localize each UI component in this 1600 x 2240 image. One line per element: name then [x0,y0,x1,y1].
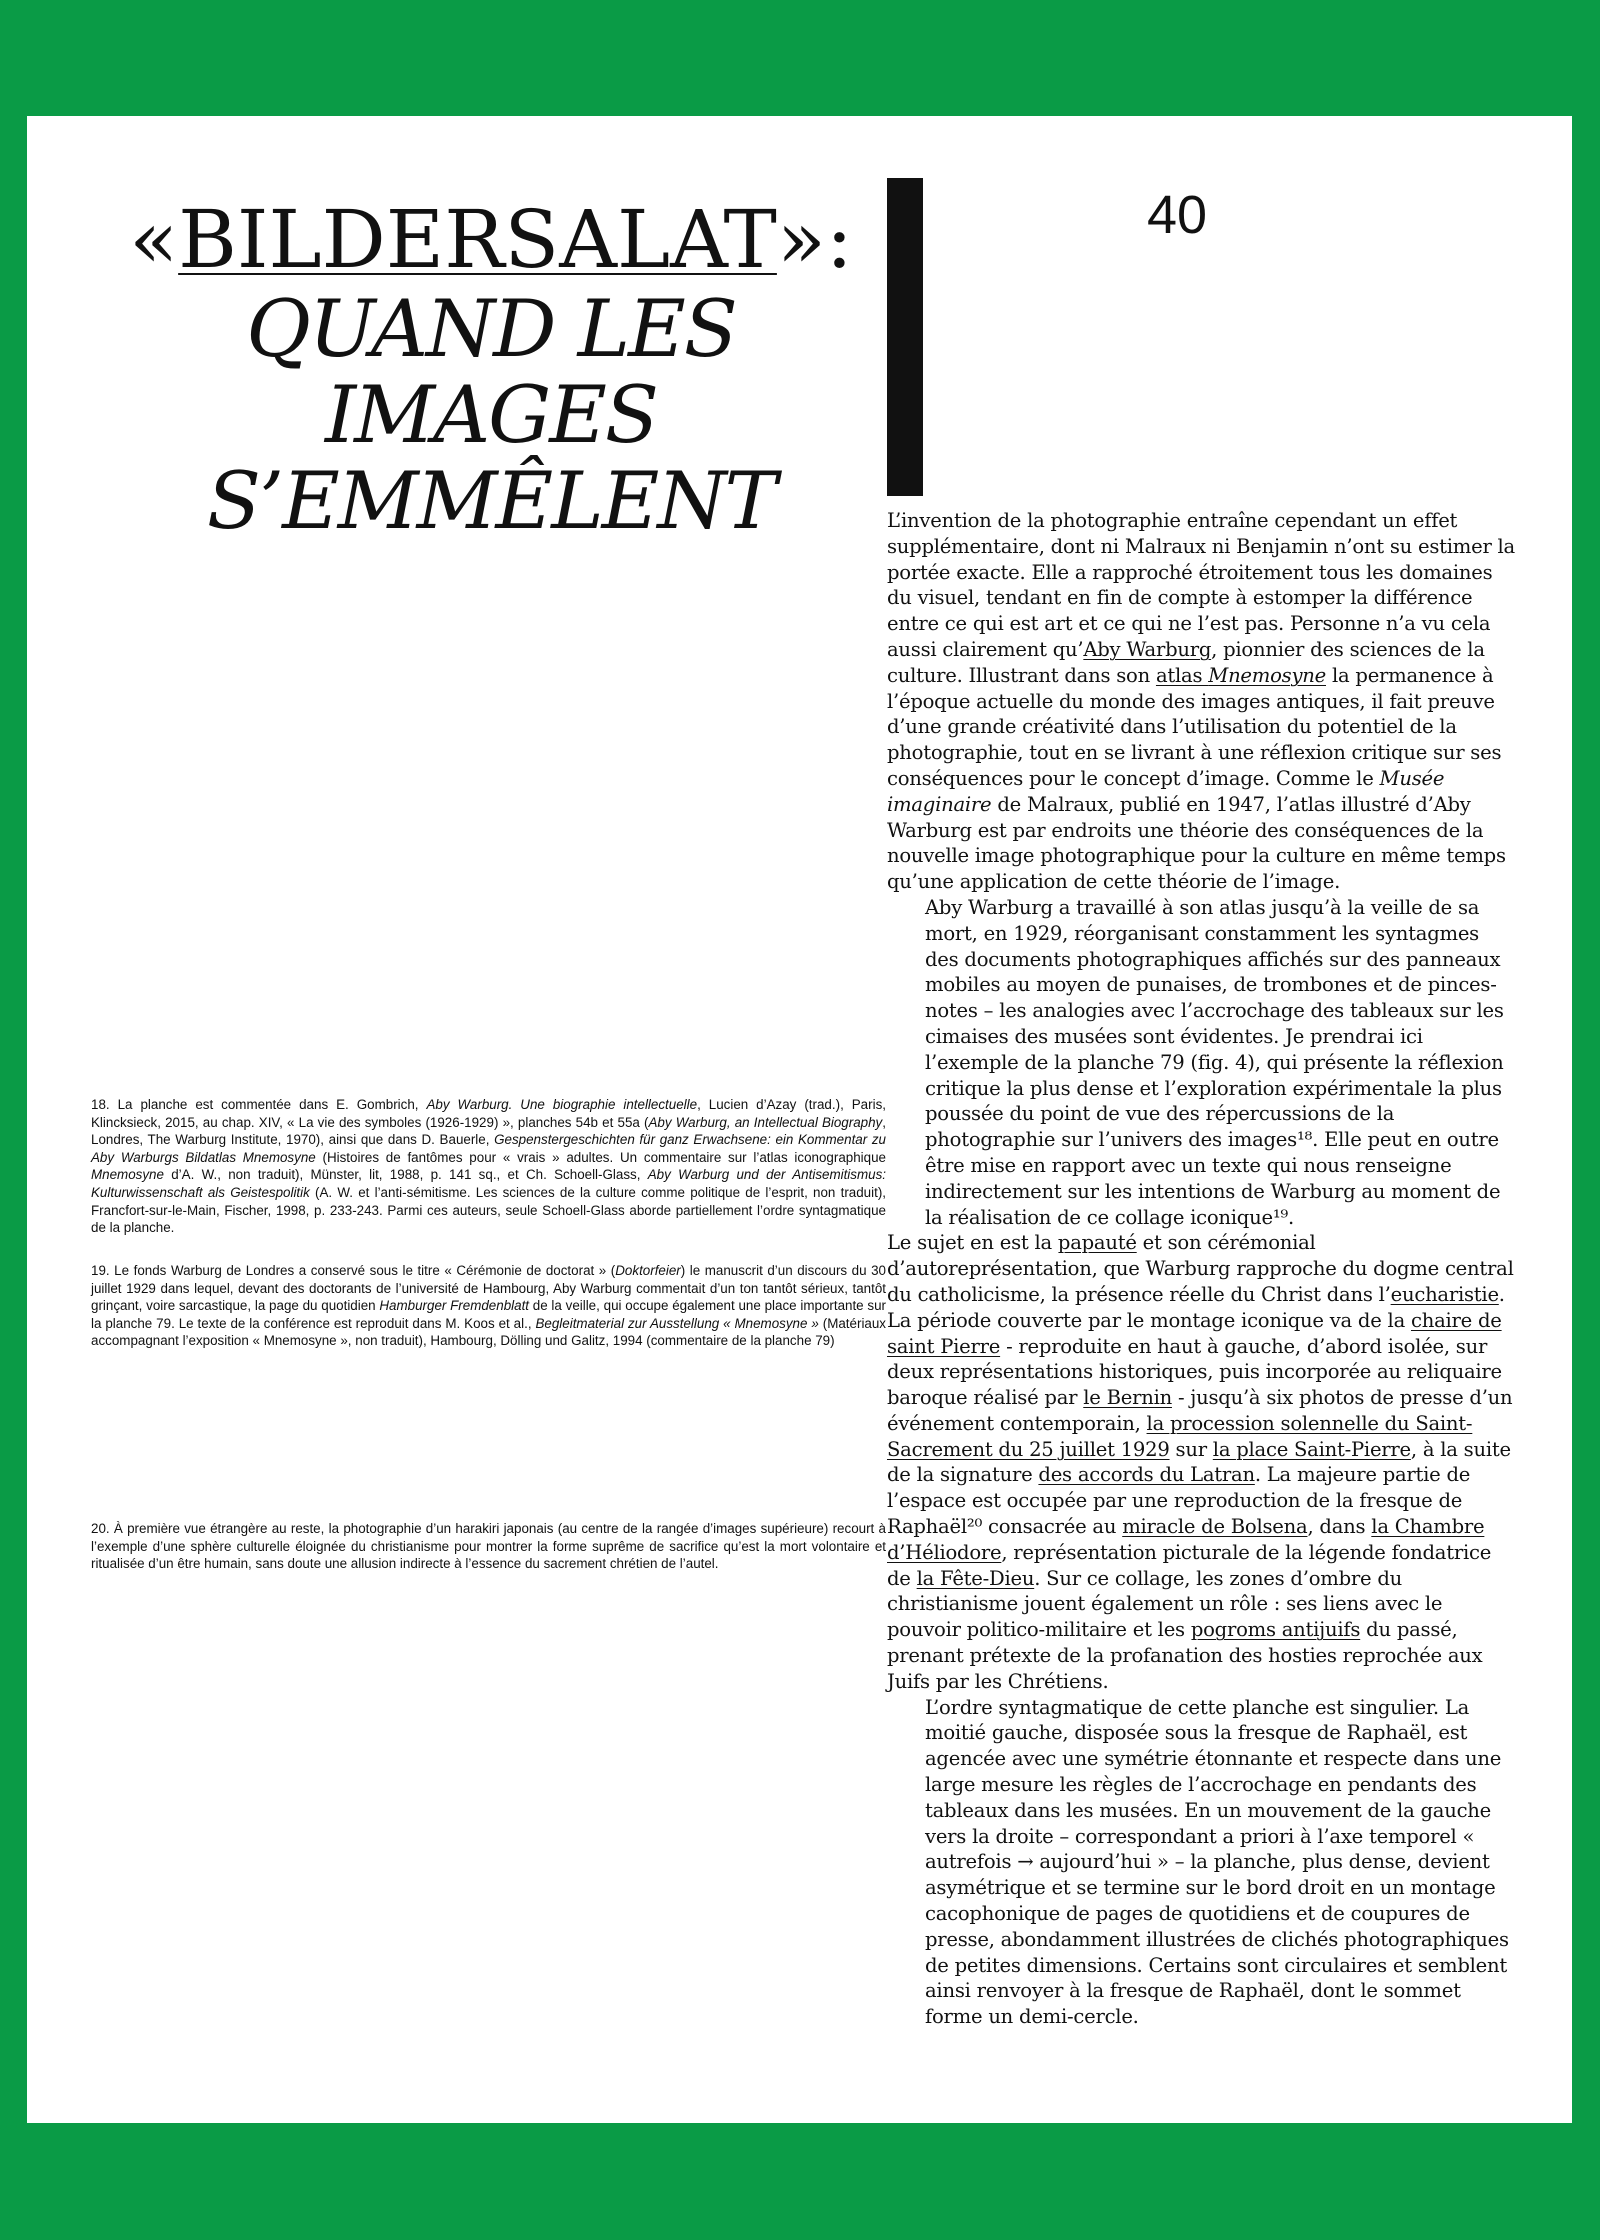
link-atlas-mnemosyne[interactable]: atlas Mnemosyne [1155,663,1326,687]
fn18-k: (A. W. et l’anti-sémitisme. Les sciences de la culture comme politique de l’esprit, non traduit), Francfort-sur-le-Main, Fischer, 1998, p. 233-243. Parmi ces auteurs, seule Schoell-Glass aborde partiellement l’ordre syntagmatique de la planche. [91,1184,886,1236]
fn19-g: (Matériaux accompagnant l’exposition « Mnemosyne », non traduit), Hambourg, Dölling und Galitz, 1994 (commentaire de la planche 79) [91,1315,887,1349]
p3-l: du passé, prenant prétexte de la profanation des hosties reprochée aux Juifs par les Chrétiens. [887,1618,1483,1693]
link-miracle-bolsena[interactable]: miracle de Bolsena [1122,1515,1308,1539]
page-number: 40 [1147,185,1208,245]
fn18-i: d’A. W., non traduit), Münster, lit, 1988, p. 141 sq., et Ch. Schoell-Glass, [163,1167,648,1183]
link-eucharistie[interactable]: eucharistie [1390,1282,1499,1306]
fn18-a: 18. La planche est commentée dans E. Gombrich, [91,1097,427,1112]
p3-e: - jusqu’à six photos de presse d’un événement contemporain, [887,1386,1513,1435]
page [27,116,1572,2123]
paragraph-1 [887,508,1517,895]
p3-d: - reproduite en haut à gauche, d’abord isolée, sur deux représentations historiques, puis incorporée au reliquaire baroque réalisé par [887,1334,1502,1410]
p1-c: la permanence à l’époque actuelle du monde des images antiques, il fait preuve d’une grande créativité dans l’utilisation du potentiel de la photographie, tout en se livrant à une réflexion critique sur ses conséquences pour le concept d’image. Comme le [887,663,1502,790]
paragraph-3 [887,1230,1517,1694]
p3-g: , à la suite de la signature [887,1437,1511,1487]
title-bildersalat-link[interactable]: BILDERSALAT [178,193,777,286]
p1-b: , pionnier des sciences de la culture. Illustrant dans son [887,637,1485,687]
title-close-quote: »: [776,193,853,286]
p3-b: et son cérémonial d’autoreprésentation, que Warburg rapproche du dogme central du catholicisme, la présence réelle du Christ dans l’ [887,1231,1514,1306]
p3-j: , représentation picturale de la légende fondatrice de [887,1540,1492,1590]
fn18-h: Mnemosyne [91,1167,164,1183]
fn18-g: (Histoires de fantômes pour « vrais » adultes. Un commentaire sur l’atlas iconographique [315,1149,886,1165]
p1-a: L’invention de la photographie entraîne cependant un effet supplémentaire, dont ni Malraux ni Benjamin n’ont su estimer la portée exacte. Elle a rapproché étroitement tous les domaines du visuel, tendant en fin de compte à estomper la différence entre ce qui est art et ce qui ne l’est pas. Personne n’a vu cela aussi clairement qu’ [887,509,1515,661]
p3-a: Le sujet en est la [887,1231,1058,1255]
fn19-e: de la veille, qui occupe également une place importante sur la planche 79. Le texte de la conférence est reproduit dans M. Koos et al., [91,1298,886,1331]
fn18-e: , Londres, The Warburg Institute, 1970), ainsi que dans D. Bauerle, [91,1114,886,1148]
link-le-bernin[interactable]: le Bernin [1083,1386,1172,1410]
fn18-c: , Lucien d’Azay (trad.), Paris, Klincksieck, 2015, au chap. XIV, « La vie des symboles (1926-1929) », planches 54b et 55a ( [91,1097,886,1130]
article-title [27,193,955,547]
fn18-f: Gespenstergeschichten für ganz Erwachsene: ein Kommentar zu Aby Warburgs Bildatlas Mnemosyne [91,1132,886,1165]
fn19-d: Hamburger Fremdenblatt [379,1298,530,1314]
link-pogroms[interactable]: pogroms antijuifs [1190,1618,1361,1642]
link-chambre-heliodore[interactable]: la Chambre d’Héliodore [887,1515,1485,1564]
link-place-saint-pierre[interactable]: la place Saint-Pierre [1212,1437,1411,1461]
p3-k: . Sur ce collage, les zones d’ombre du christianisme jouent également un rôle : ses liens avec le pouvoir politico-militaire et les [887,1566,1443,1642]
title-open-quote: « [129,193,179,286]
black-vertical-bar [887,178,923,496]
link-procession[interactable]: la procession solennelle du Saint-Sacrement du 25 juillet 1929 [887,1411,1473,1461]
fn20-text: 20. À première vue étrangère au reste, la photographie d’un harakiri japonais (au centre de la rangée d’images supérieure) recourt à l’exemple d’une sphère culturelle éloignée du christianisme pour montrer la forme suprême de sacrifice qu’est la mort volontaire et ritualisée d’un être humain, sans doute une allusion indirecte à l’essence du sacrement chrétien de l’autel. [91,1521,886,1572]
fn19-f: Begleitmaterial zur Ausstellung « Mnemosyne » [535,1315,819,1331]
title-line-4: S’EMMÊLENT [206,455,776,547]
body-text [887,508,1517,2030]
p1-e: de Malraux, publié en 1947, l’atlas illustré d’Aby Warburg est par endroits une théorie des conséquences de la nouvelle image photographique pour la culture en même temps qu’une application de cette théorie de l’image. [887,792,1506,894]
fn19-a: 19. Le fonds Warburg de Londres a conservé sous le titre « Cérémonie de doctorat » ( [91,1263,616,1278]
footnote-18 [91,1096,886,1237]
p3-f: sur [1169,1437,1213,1461]
p3-i: , dans [1307,1515,1372,1539]
title-line-1 [27,194,955,286]
link-accords-latran[interactable]: des accords du Latran [1038,1463,1255,1487]
fn18-j: Aby Warburg und der Antisemitismus: Kulturwissenschaft als Geistespolitik [91,1167,886,1200]
footnote-20 [91,1520,886,1573]
fn19-c: ) le manuscrit d’un discours du 30 juillet 1929 dans lequel, devant des doctorants de l’université de Hambourg, Aby Warburg commentait d’un ton tantôt sérieux, tantôt grinçant, voire sarcastique, la page du quotidien [91,1263,886,1314]
paragraph-4: L’ordre syntagmatique de cette planche est singulier. La moitié gauche, disposée sous la fresque de Raphaël, est agencée avec une symétrie étonnante et respecte dans une large mesure les règles de l’accrochage en pendants des tableaux dans les musées. En un mouvement de la gauche vers la droite – correspondant a priori à l’axe temporel « autrefois → aujourd’hui » – la planche, plus dense, devient asymétrique et se termine sur le bord droit en un montage cacophonique de pages de quotidiens et de coupures de presse, abondamment illustrées de clichés photographiques de petites dimensions. Certains sont circulaires et semblent ainsi renvoyer à la fresque de Raphaël, dont le sommet forme un demi-cercle. [925,1695,1509,2029]
p3-h: . La majeure partie de l’espace est occupée par une reproduction de la fresque de Raphaël²⁰ consacrée au [887,1463,1471,1539]
fn18-d: Aby Warburg, an Intellectual Biography [648,1114,883,1130]
p1-d: Musée imaginaire [887,766,1445,816]
title-line-3: IMAGES [324,369,658,461]
link-fete-dieu[interactable]: la Fête-Dieu [916,1566,1035,1590]
footnote-19 [91,1262,886,1350]
paragraph-2: Aby Warburg a travaillé à son atlas jusqu’à la veille de sa mort, en 1929, réorganisant constamment les syntagmes des documents photographiques affichés sur des panneaux mobiles au moyen de punaises, de trombones et de pinces-notes – les analogies avec l’accrochage des tableaux sur les cimaises des musées sont évidentes. Je prendrai ici l’exemple de la planche 79 (fig. 4), qui présente la réflexion critique la plus dense et l’exploration expérimentale la plus poussée du point de vue des répercussions de la photographie sur l’univers des images¹⁸. Elle peut en outre être mise en rapport avec un texte qui nous renseigne indirectement sur les intentions de Warburg au moment de la réalisation de ce collage iconique¹⁹. [925,895,1504,1229]
fn18-b: Aby Warburg. Une biographie intellectuelle [426,1097,698,1112]
fn19-b: Doktorfeier [615,1263,681,1278]
link-papaute[interactable]: papauté [1057,1231,1137,1255]
title-line-2: QUAND LES [246,283,736,375]
link-chaire-saint-pierre[interactable]: chaire de saint Pierre [887,1308,1502,1358]
p3-c: . La période couverte par le montage iconique va de la [887,1282,1505,1332]
link-aby-warburg[interactable]: Aby Warburg [1083,637,1212,661]
